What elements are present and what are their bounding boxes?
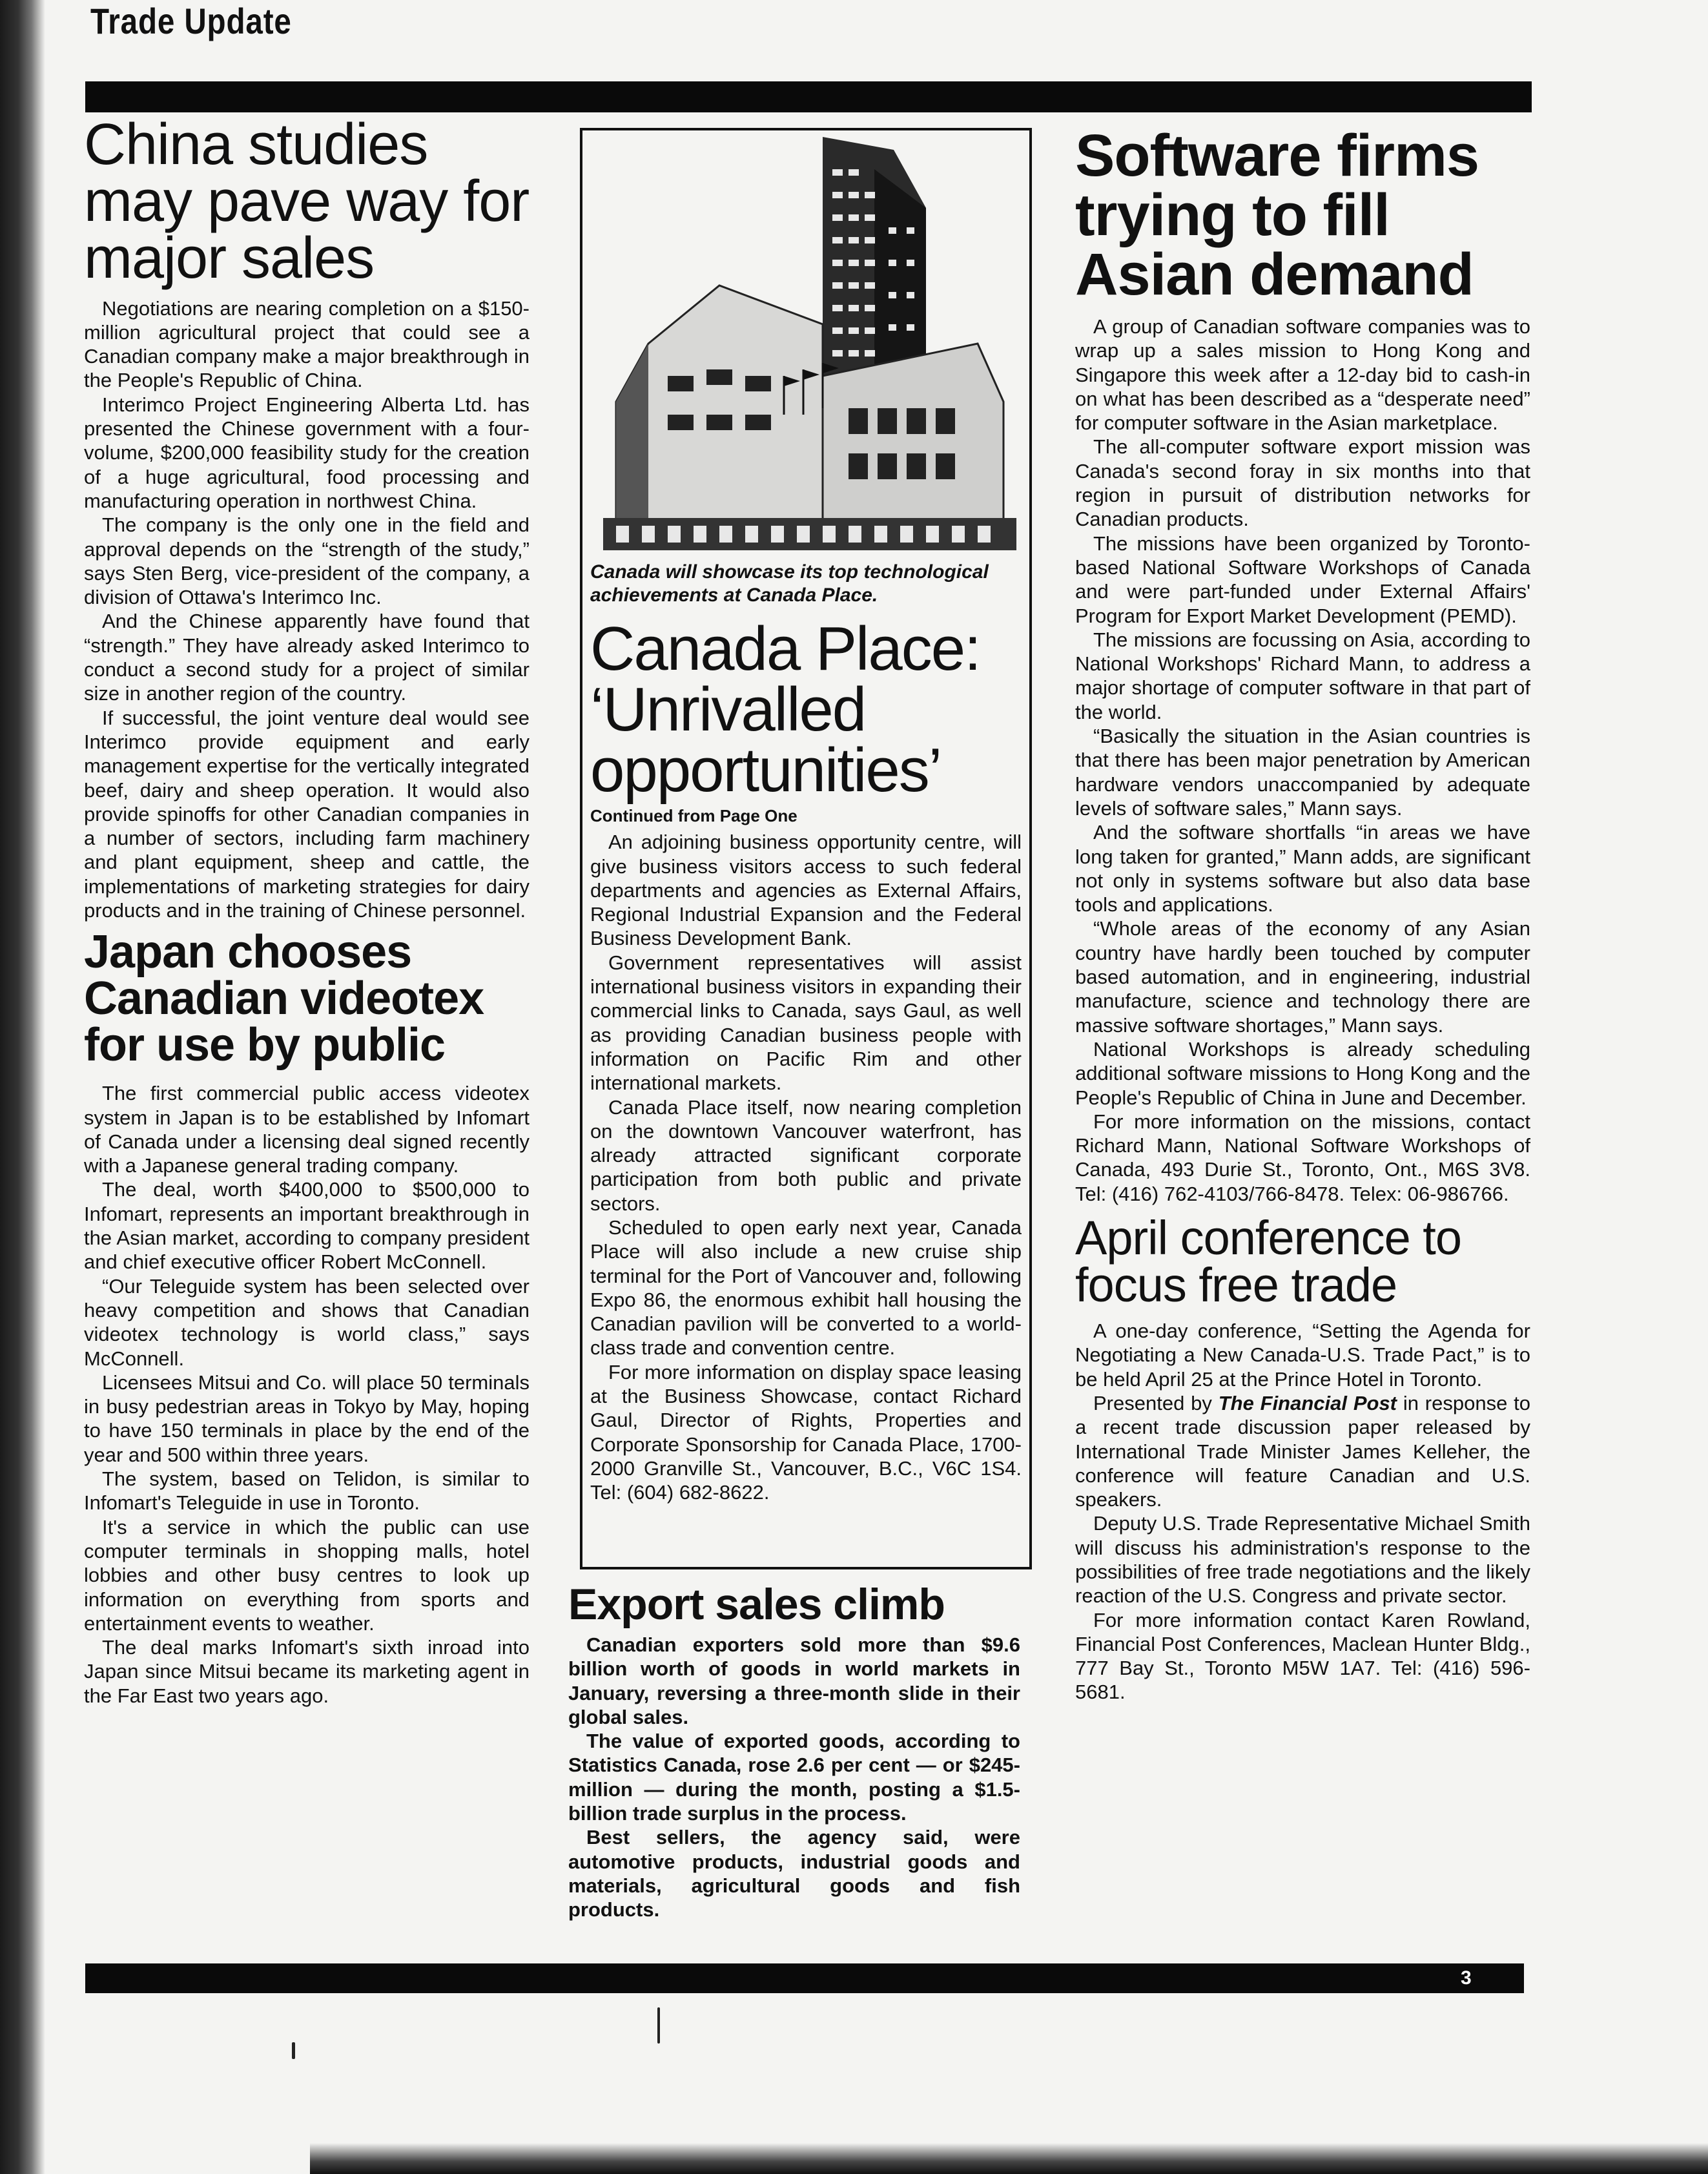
scan-mark (292, 2042, 295, 2059)
paragraph: The company is the only one in the field and approval depends on the “strength of the study,” says Sten Berg, vice-president of the company, a division of Ottawa's Interimco Inc. (84, 513, 530, 609)
paragraph: An adjoining business opportunity centre, will give business visitors access to such federal departments and agencies as External Affairs, Regional Industrial Expansion and the Federal Business Development Bank. (590, 831, 1022, 950)
paragraph: The deal marks Infomart's sixth inroad into Japan since Mitsui became its marketing agent in the Far East two years ago. (84, 1636, 530, 1707)
article-china-body (84, 296, 530, 923)
top-rule (85, 81, 1532, 112)
paragraph: Negotiations are nearing completion on a $150-million agricultural project that could see a Canadian company make a major breakthrough in the People's Republic of China. (84, 296, 530, 392)
canada-place-box (580, 128, 1032, 1569)
paragraph: Canada Place itself, now nearing completion on the downtown Vancouver waterfront, has already attracted significant corporate participation from both public and private sectors. (590, 1095, 1022, 1215)
headline-canada-place: Canada Place: ‘Unrivalled opportunities’ (590, 614, 980, 805)
paragraph: The value of exported goods, according to Statistics Canada, rose 2.6 per cent — or $245-million — during the month, posting a $1.5-billion trade surplus in the process. (568, 1730, 1020, 1825)
paragraph: For more information on display space leasing at the Business Showcase, contact Richard Gaul, Director of Rights, Properties and Corporate Sponsorship for Canada Place, 1700-2000 Granville St., Vancouver, B.C., V6C 1S4. Tel: (604) 682-8622. (590, 1360, 1022, 1504)
paragraph: For more information on the missions, contact Richard Mann, National Software Workshops of Canada, 493 Durie St., Toronto, Ont., M6S 3V8. Tel: (416) 762-4103/766-8478. Telex: 06-986766. (1075, 1110, 1530, 1205)
article-software-body (1075, 315, 1530, 1206)
section-label: Trade Update (90, 1, 292, 41)
paragraph: The system, based on Telidon, is similar to Infomart's Teleguide in use in Toronto. (84, 1467, 530, 1515)
page-number: 3 (1461, 1967, 1472, 1989)
paragraph (1075, 1391, 1530, 1511)
paragraph: The missions have been organized by Toronto-based National Software Workshops of Canada and were part-funded under External Affairs' Program for Export Market Development (PEMD). (1075, 532, 1530, 627)
paragraph: Interimco Project Engineering Alberta Ltd. has presented the Chinese government with a four-volume, $200,000 feasibility study for the creation of a huge agricultural, food processing and manufacturing operation in northwest China. (84, 393, 530, 512)
export-article (568, 1582, 1020, 1922)
paragraph: Government representatives will assist international business visitors in expanding their commercial links to Canada, says Gaul, as well as providing Canadian business people with information on Pacific Rim and other international markets. (590, 951, 1022, 1095)
scan-mark (657, 2007, 660, 2044)
paragraph: If successful, the joint venture deal would see Interimco provide equipment and early management expertise for the vertically integrated beef, dairy and sheep operation. It would also provide spinoffs for other Canadian companies in a number of sectors, including farm machinery and plant equipment, sheep and cattle, the implementations of marketing strategies for dairy products and in the training of Chinese personnel. (84, 706, 530, 922)
continued-kicker: Continued from Page One (590, 806, 797, 826)
bottom-rule (85, 1963, 1524, 1993)
paragraph: The first commercial public access videotex system in Japan is to be established by Infomart of Canada under a licensing deal signed recently with a Japanese general trading company. (84, 1082, 530, 1177)
article-canada-place-body (590, 830, 1022, 1504)
headline-export: Export sales climb (568, 1580, 945, 1629)
headline-software: Software firms trying to fill Asian demand (1075, 123, 1479, 307)
headline-april: April conference to focus free trade (1075, 1210, 1462, 1312)
paragraph: The all-computer software export mission was Canada's second foray in six months into that region in pursuit of distribution networks for Canadian products. (1075, 435, 1530, 531)
article-april-body (1075, 1319, 1530, 1704)
building-photo (590, 130, 1022, 557)
column-right (1075, 123, 1530, 1704)
paragraph: A one-day conference, “Setting the Agenda for Negotiating a New Canada-U.S. Trade Pact,” is to be held April 25 at the Prince Hotel in Toronto. (1075, 1320, 1530, 1391)
paragraph: The missions are focussing on Asia, according to National Workshops' Richard Mann, to address a major shortage of computer software in that part of the world. (1075, 628, 1530, 723)
scan-bottom-edge (310, 2143, 1708, 2174)
paragraph: “Our Teleguide system has been selected over heavy competition and shows that Canadian videotex technology is world class,” says McConnell. (84, 1274, 530, 1370)
headline-china: China studies may pave way for major sales (84, 112, 530, 291)
publication-name: The Financial Post (1218, 1391, 1397, 1414)
paragraph: Canadian exporters sold more than $9.6 billion worth of goods in world markets in January, reversing a three-month slide in their global sales. (568, 1633, 1020, 1728)
paragraph: And the software shortfalls “in areas we have long taken for granted,” Mann adds, are significant not only in systems software but also data base tools and applications. (1075, 821, 1530, 916)
paragraph: National Workshops is already scheduling additional software missions to Hong Kong and the People's Republic of China in June and December. (1075, 1037, 1530, 1109)
paragraph: And the Chinese apparently have found that “strength.” They have already asked Interimco to conduct a second study for a project of similar size in another region of the country. (84, 610, 530, 705)
building-photo-illustration (590, 130, 1022, 557)
paragraph: The deal, worth $400,000 to $500,000 to Infomart, represents an important breakthrough in the Asian market, according to company president and chief executive officer Robert McConnell. (84, 1178, 530, 1274)
paragraph: Scheduled to open early next year, Canada Place will also include a new cruise ship terminal for the Port of Vancouver and, following Expo 86, the enormous exhibit hall housing the Canadian pavilion will be converted to a world-class trade and convention centre. (590, 1216, 1022, 1360)
paragraph: Licensees Mitsui and Co. will place 50 terminals in busy pedestrian areas in Tokyo by May, hoping to have 150 terminals in place by the end of the year and 500 within three years. (84, 1371, 530, 1466)
text-run: Presented by (1093, 1391, 1219, 1414)
paragraph: For more information contact Karen Rowland, Financial Post Conferences, Maclean Hunter Bldg., 777 Bay St., Toronto M5W 1A7. Tel: (416) 596-5681. (1075, 1608, 1530, 1704)
paragraph: Best sellers, the agency said, were automotive products, industrial goods and materials, agricultural goods and fish products. (568, 1826, 1020, 1921)
column-left (84, 112, 530, 1708)
photo-caption: Canada will showcase its top technological achievements at Canada Place. (590, 561, 989, 606)
text-run: in response to a recent trade discussion paper released by International Trade Minister James Kelleher, the conference will feature Canadian and U.S. speakers. (1075, 1391, 1530, 1511)
paragraph: It's a service in which the public can use computer terminals in shopping malls, hotel lobbies and other busy centres to look up information on everything from sports and entertainment events to weather. (84, 1515, 530, 1635)
paragraph: A group of Canadian software companies was to wrap up a sales mission to Hong Kong and Singapore this week after a 12-day bid to cash-in on what has been described as a “desperate need” for computer software in the Asian marketplace. (1075, 315, 1530, 435)
headline-japan: Japan chooses Canadian videotex for use by public (84, 926, 484, 1071)
paragraph: Deputy U.S. Trade Representative Michael Smith will discuss his administration's response to the possibilities of free trade negotiations and the likely reaction of the U.S. Congress and private sector. (1075, 1512, 1530, 1608)
scan-edge (0, 0, 45, 2174)
article-japan-body (84, 1081, 530, 1708)
paragraph: “Whole areas of the economy of any Asian country have hardly been touched by computer based automation, and in engineering, industrial manufacture, science and technology there are massive software shortages,” Mann says. (1075, 917, 1530, 1037)
paragraph: “Basically the situation in the Asian countries is that there has been major penetration by American hardware vendors unaccompanied by adequate levels of software sales,” Mann says. (1075, 725, 1530, 820)
